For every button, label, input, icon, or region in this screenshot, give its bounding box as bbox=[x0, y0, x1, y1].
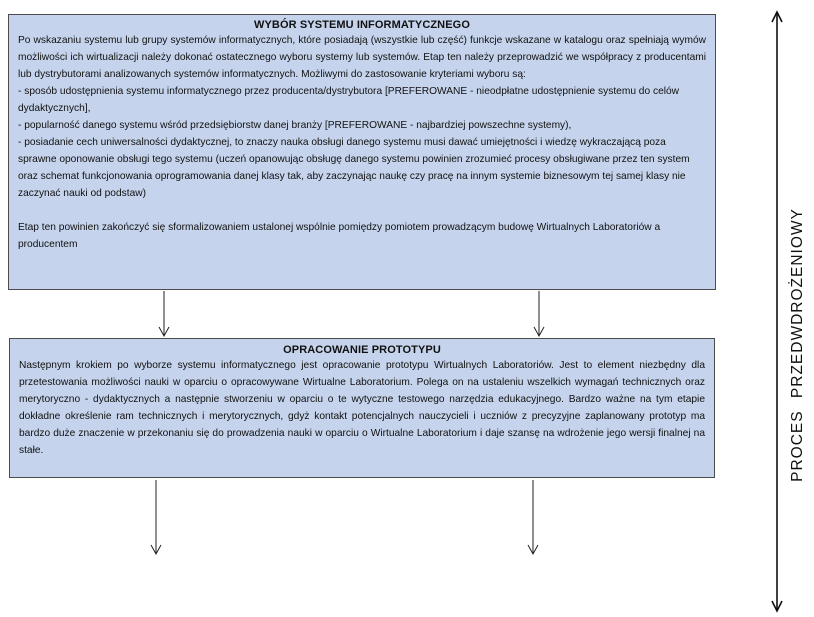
criterion-item: - popularność danego systemu wśród przedsiębiorstw danej branży [PREFEROWANE - najbardziej powszechne systemy), bbox=[18, 120, 572, 131]
system-selection-conclusion: Etap ten powinien zakończyć się sformalizowaniem ustalonej wspólnie pomiędzy pomiotem prowadzącym budowę Wirtualnych Laboratoriów a producentem bbox=[18, 222, 661, 250]
system-selection-intro: Po wskazaniu systemu lub grupy systemów informatycznych, które posiadają (wszystkie lub część) funkcje wskazane w katalogu oraz spełniają wymów możliwości ich wirtualizacji należy dokonać ostatecznego wyboru systemy lub systemów. Etap ten należy przeprowadzić we współpracy z producentami lub dystrybutorami analizowanych systemów informatycznych. Możliwymi do zastosowanie kryteriami wyboru są: bbox=[18, 35, 706, 80]
system-selection-title: WYBÓR SYSTEMU INFORMATYCZNEGO bbox=[254, 19, 470, 31]
process-label: PROCES PRZEDWDROŻENIOWY bbox=[789, 208, 806, 482]
prototype-text: Następnym krokiem po wyborze systemu informatycznego jest opracowanie prototypu Wirtualnych Laboratoriów. Jest to element niezbędny dla przetestowania możliwości nauki w oparciu o opracowywane Wirtualne Laboratorium. Polega on na ustaleniu wszelkich wymagań technicznych oraz merytoryczno - dydaktycznych a następnie stworzeniu w oparciu o te wytyczne testowego narzędzia edukacyjnego. Bardzo ważne na tym etapie dokładne określenie ram technicznych i merytorycznych, gdyż kontakt potencjalnych nauczycieli i uczniów z precyzyjne zaplanowany prototyp ma bardzo duże znaczenie w przekonaniu się do prowadzenia nauki w oparciu o Wirtualne Laboratorium i daje szansę na wdrożenie jego wersji finalnej na stałe. bbox=[19, 360, 705, 456]
criterion-item: - sposób udostępnienia systemu informatycznego przez producenta/dystrybutora [PREFEROWANE - nieodpłatne udostępnienie systemu do celów dydaktycznych], bbox=[18, 86, 680, 114]
criterion-item: - posiadanie cech uniwersalności dydaktycznej, to znaczy nauka obsługi danego systemu musi dawać umiejętności i wiedzę wykraczającą poza sprawne oponowanie obsługi tego systemu (uczeń opanowując obsługę danego systemu powinien zrozumieć procesy obsługiwane przez ten system oraz schemat funkcjonowania oprogramowania danej klasy tak, aby zaczynając naukę czy pracę na innym systemie biznesowym tej samej klasy nie zaczynać nauki od podstaw) bbox=[18, 137, 690, 199]
prototype-title: OPRACOWANIE PROTOTYPU bbox=[283, 344, 441, 356]
